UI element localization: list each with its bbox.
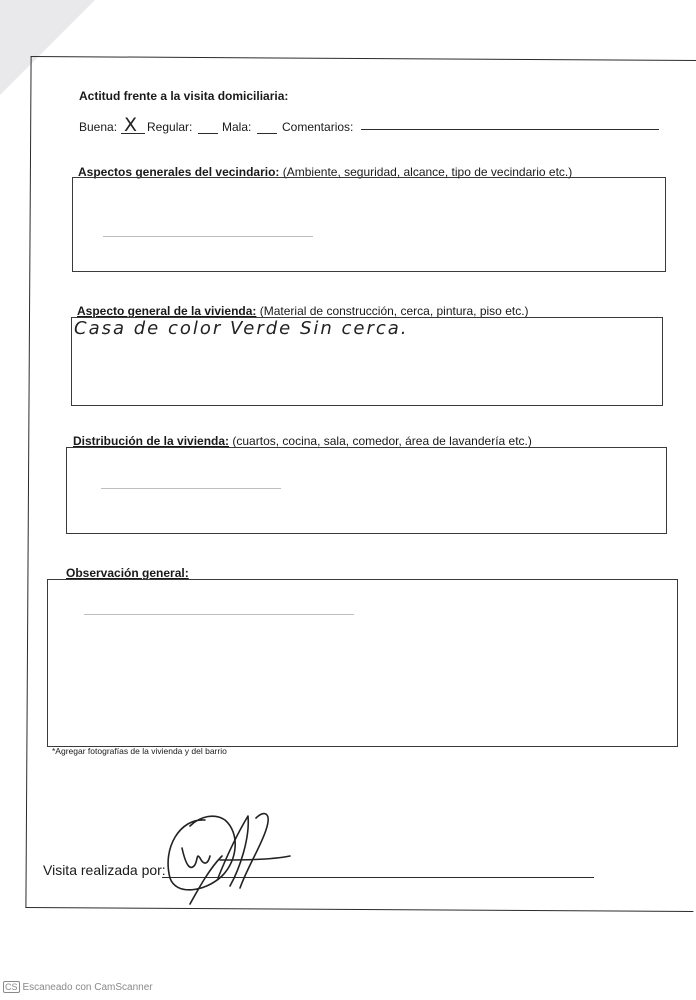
distribution-answer-box[interactable] bbox=[66, 447, 667, 534]
observation-heading: Observación general: bbox=[66, 566, 189, 580]
photo-note: *Agregar fotografías de la vivienda y del barrio bbox=[52, 746, 227, 756]
housing-heading-line bbox=[77, 304, 529, 318]
neighborhood-strike-line bbox=[103, 236, 313, 237]
scanner-footer-text: Escaneado con CamScanner bbox=[22, 982, 153, 993]
distribution-strike-line bbox=[101, 488, 281, 489]
housing-heading: Aspecto general de la vivienda: bbox=[77, 304, 257, 318]
distribution-hint: (cuartos, cocina, sala, comedor, área de lavandería etc.) bbox=[232, 434, 532, 448]
signature-scribble bbox=[160, 808, 300, 908]
signature-label: Visita realizada por: bbox=[43, 862, 166, 878]
housing-answer: Casa de color Verde Sin cerca. bbox=[74, 318, 409, 339]
distribution-heading: Distribución de la vivienda: bbox=[73, 434, 230, 448]
housing-hint: (Material de construcción, cerca, pintura, piso etc.) bbox=[259, 304, 529, 318]
scanner-footer bbox=[3, 981, 153, 993]
regular-blank[interactable] bbox=[198, 133, 218, 134]
camscanner-logo-icon: CS bbox=[5, 982, 18, 992]
distribution-heading-line bbox=[73, 434, 532, 448]
buena-blank[interactable] bbox=[121, 133, 145, 134]
buena-mark[interactable]: X bbox=[124, 114, 138, 136]
regular-label: Regular: bbox=[147, 120, 193, 134]
observation-strike-line bbox=[84, 614, 354, 615]
neighborhood-heading: Aspectos generales del vecindario: bbox=[78, 165, 280, 179]
observation-answer-box[interactable] bbox=[47, 579, 678, 747]
comentarios-blank[interactable] bbox=[361, 129, 659, 130]
neighborhood-answer-box[interactable] bbox=[72, 177, 666, 272]
comentarios-label: Comentarios: bbox=[282, 120, 354, 134]
housing-answer-box[interactable] bbox=[71, 317, 663, 406]
neighborhood-hint: (Ambiente, seguridad, alcance, tipo de vecindario etc.) bbox=[282, 165, 573, 179]
attitude-heading: Actitud frente a la visita domiciliaria: bbox=[79, 89, 289, 103]
mala-label: Mala: bbox=[222, 120, 252, 134]
mala-blank[interactable] bbox=[257, 133, 277, 134]
buena-label: Buena: bbox=[79, 120, 118, 134]
